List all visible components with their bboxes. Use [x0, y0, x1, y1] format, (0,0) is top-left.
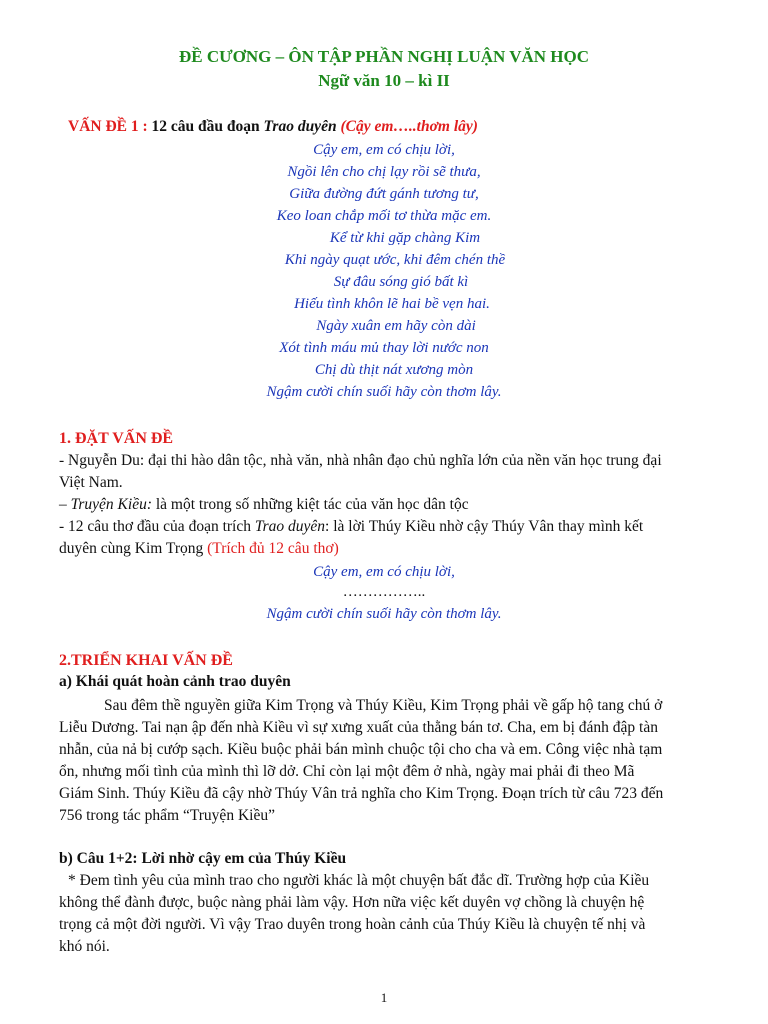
issue-1-text: 12 câu đầu đoạn — [147, 118, 264, 135]
poem-line: Keo loan chắp mối tơ thừa mặc em. — [276, 208, 492, 224]
issue-1-prefix: VẤN ĐỀ 1 : — [68, 118, 148, 135]
work-title: Truyện Kiều: — [70, 496, 152, 513]
paragraph-line: * Đem tình yêu của mình trao cho người khác là một chuyện bất đắc dĩ. Trường hợp của Kiều — [68, 872, 650, 889]
paragraph-line: nhẫn, của nả bị cướp sạch. Kiều buộc phải bán mình chuộc tội cho cha và em. Công việc nhà tạm — [59, 741, 663, 758]
section-1-text: : là lời Thúy Kiều nhờ cậy Thúy Vân thay mình kết — [325, 518, 644, 535]
poem-line: Ngậm cười chín suối hãy còn thơm lây. — [266, 384, 502, 400]
section-1-text: - 12 câu thơ đầu của đoạn trích — [59, 518, 255, 535]
poem-line: Sự đâu sóng gió bất kì — [333, 274, 469, 290]
section-2-heading: 2.TRIỂN KHAI VẤN ĐỀ — [59, 652, 233, 669]
paragraph-line: không thể đành được, buộc nàng phải làm vậy. Hơn nữa việc kết duyên vợ chồng là chuyện hệ — [59, 894, 645, 911]
citation-note: (Trích đủ 12 câu thơ) — [207, 540, 339, 557]
quote-last-line: Ngậm cười chín suối hãy còn thơm lây. — [266, 606, 502, 622]
document-subtitle: Ngữ văn 10 – kì II — [318, 71, 450, 90]
paragraph-line: Sau đêm thề nguyền giữa Kim Trọng và Thúy Kiều, Kim Trọng phải về gấp hộ tang chú ở — [104, 697, 663, 714]
poem-line: Giữa đường đứt gánh tương tư, — [289, 186, 479, 202]
paragraph-line: ổn, nhưng mối tình của mình thì lỡ dở. Chỉ còn lại một đêm ở nhà, ngày mai phải đi theo Mã — [59, 763, 635, 780]
section-1-line: Việt Nam. — [59, 474, 123, 491]
paragraph-line: trọng cả một đời người. Vì vậy Trao duyên trong hoàn cảnh của Thúy Kiều là chuyện tế nhị và — [59, 916, 646, 933]
paragraph-line: khó nói. — [59, 938, 110, 955]
dash: – — [59, 496, 71, 513]
section-1-heading: 1. ĐẶT VẤN ĐỀ — [59, 430, 174, 447]
poem-line: Ngày xuân em hãy còn dài — [316, 318, 476, 334]
poem-line: Xót tình máu mủ thay lời nước non — [279, 340, 489, 356]
quote-ellipsis: …………….. — [342, 584, 426, 600]
section-1-line — [59, 496, 469, 514]
section-1-line: - Nguyễn Du: đại thi hào dân tộc, nhà văn, nhà nhân đạo chủ nghĩa lớn của nền văn học trung đại — [59, 452, 662, 469]
poem-line: Chị dù thịt nát xương mòn — [314, 362, 474, 378]
issue-1-heading — [68, 118, 478, 136]
section-1-line — [59, 540, 339, 558]
poem-line: Kể từ khi gặp chàng Kim — [329, 230, 481, 246]
poem-line: Hiếu tình khôn lẽ hai bề vẹn hai. — [294, 296, 490, 312]
quote-first-line: Cậy em, em có chịu lời, — [313, 564, 455, 580]
paragraph-line: 756 trong tác phẩm “Truyện Kiều” — [59, 807, 275, 824]
poem-line: Ngồi lên cho chị lạy rồi sẽ thưa, — [287, 164, 481, 180]
poem-line: Khi ngày quạt ước, khi đêm chén thề — [284, 252, 506, 268]
paragraph-line: Giám Sinh. Thúy Kiều đã cậy nhờ Thúy Vân trả nghĩa cho Kim Trọng. Đoạn trích từ câu 723 đến — [59, 785, 664, 802]
issue-1-work: Trao duyên — [263, 118, 337, 135]
poem-line: Cậy em, em có chịu lời, — [313, 142, 455, 158]
issue-1-range: (Cậy em…..thơm lây) — [336, 118, 478, 135]
section-1-text: duyên cùng Kim Trọng — [59, 540, 208, 557]
subsection-a-heading: a) Khái quát hoàn cảnh trao duyên — [59, 673, 291, 690]
section-1-line — [59, 518, 643, 536]
work-title: Trao duyên — [254, 518, 326, 535]
section-1-text: là một trong số những kiệt tác của văn học dân tộc — [152, 496, 469, 513]
paragraph-line: Liễu Dương. Tai nạn ập đến nhà Kiều vì sự xưng xuất của thằng bán tơ. Cha, em bị đánh đập tàn — [59, 719, 658, 736]
page-number: 1 — [380, 990, 388, 1005]
subsection-b-heading: b) Câu 1+2: Lời nhờ cậy em của Thúy Kiều — [59, 850, 347, 867]
document-title: ĐỀ CƯƠNG – ÔN TẬP PHẦN NGHỊ LUẬN VĂN HỌC — [178, 47, 590, 66]
